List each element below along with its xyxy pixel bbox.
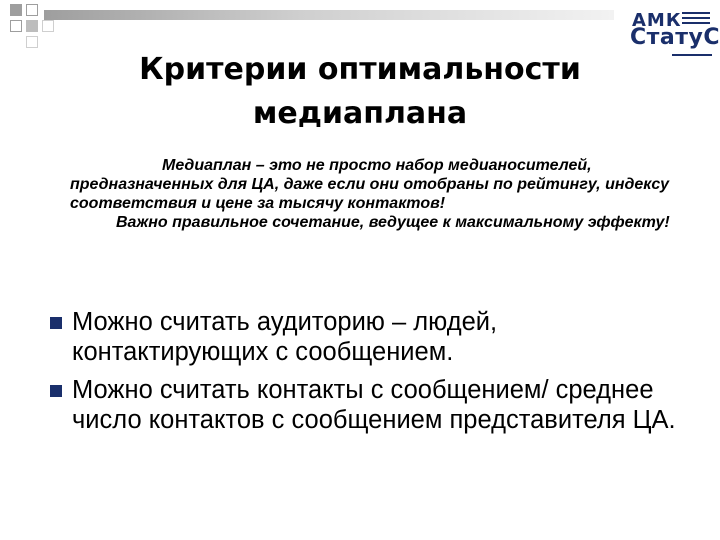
bullet-item	[20, 307, 700, 367]
square-bullet-icon	[50, 317, 62, 329]
intro-paragraph-2-text: Важно правильное сочетание, ведущее к максимальному эффекту!	[116, 214, 670, 231]
bullet-text: Можно считать аудиторию – людей, контактирующих с сообщением.	[72, 308, 498, 366]
decorative-line	[44, 10, 614, 20]
logo-text-amk: АМК	[632, 10, 682, 31]
intro-paragraph-1-text: Медиаплан – это не просто набор медианосителей, предназначенных для ЦА, даже если они отобраны по рейтингу, индексу соответствия и цене за тысячу контактов!	[70, 157, 669, 212]
intro-paragraph-2	[70, 213, 670, 232]
square-bullet-icon	[50, 385, 62, 397]
logo-text-status: СтатуС	[630, 25, 720, 50]
title-line-2: медиаплана	[252, 96, 468, 131]
bullet-list	[20, 307, 700, 443]
bullet-item	[20, 375, 700, 435]
logo-underline	[672, 54, 712, 56]
intro-paragraph-1	[70, 156, 670, 213]
title-line-1: Критерии оптимальности	[139, 52, 581, 87]
bullet-text: Можно считать контакты с сообщением/ среднее число контактов с сообщением представителя ЦА.	[72, 376, 676, 434]
decorative-squares	[0, 0, 60, 50]
slide-title	[60, 48, 660, 136]
intro-text	[70, 156, 670, 232]
